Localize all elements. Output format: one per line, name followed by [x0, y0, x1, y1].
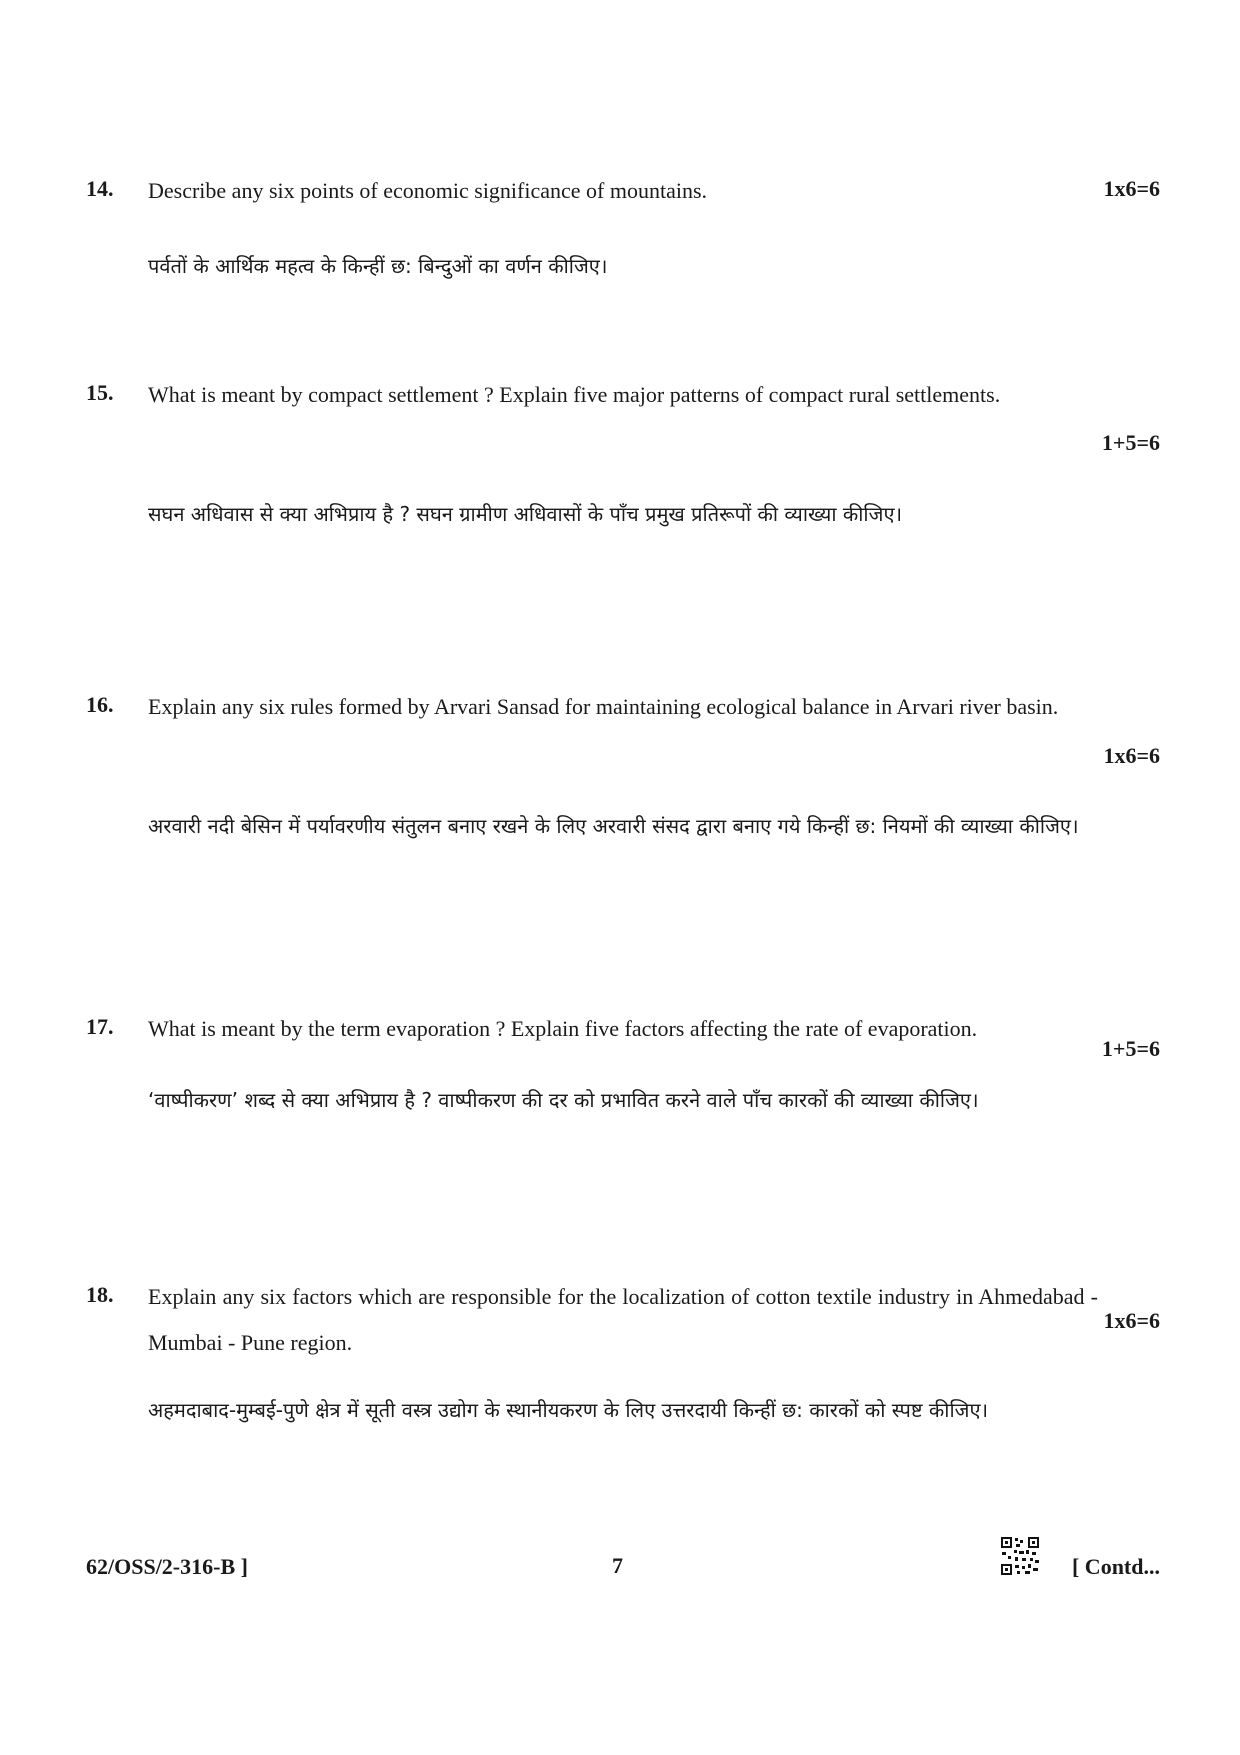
qr-code-icon: [1000, 1536, 1040, 1576]
question-marks: 1+5=6: [1101, 1036, 1160, 1061]
question-marks: 1x6=6: [1103, 176, 1160, 201]
question-number: 14.: [86, 176, 114, 201]
question-text-english: Describe any six points of economic significance of mountains.: [148, 178, 708, 203]
question-text-hindi: अरवारी नदी बेसिन में पर्यावरणीय संतुलन बनाए रखने के लिए अरवारी संसद द्वारा बनाए गये किन्हीं छ: नियमों की व्याख्या कीजिए।: [148, 814, 1079, 838]
continued-label: [ Contd...: [1071, 1554, 1160, 1579]
question-number: 17.: [86, 1014, 114, 1039]
page-number: 7: [612, 1553, 623, 1578]
question-number: 18.: [86, 1282, 114, 1307]
question-text-english: Explain any six rules formed by Arvari Sansad for maintaining ecological balance in Arvari river basin.: [148, 694, 1059, 719]
question-text-english: What is meant by compact settlement ? Explain five major patterns of compact rural settlements.: [148, 382, 1001, 407]
question-marks: 1+5=6: [1101, 430, 1160, 455]
paper-code: 62/OSS/2-316-B ]: [86, 1554, 248, 1579]
question-text-hindi: पर्वतों के आर्थिक महत्व के किन्हीं छ: बिन्दुओं का वर्णन कीजिए।: [148, 254, 608, 278]
question-text-english: What is meant by the term evaporation ? Explain five factors affecting the rate of evaporation.: [148, 1016, 978, 1041]
question-marks: 1x6=6: [1103, 743, 1160, 768]
question-text-english: Explain any six factors which are responsible for the localization of cotton textile industry in Ahmedabad - Mumbai - Pune region.: [148, 1284, 1098, 1355]
question-number: 16.: [86, 692, 114, 717]
question-marks: 1x6=6: [1103, 1308, 1160, 1333]
question-number: 15.: [86, 380, 114, 405]
question-text-hindi: अहमदाबाद-मुम्बई-पुणे क्षेत्र में सूती वस्त्र उद्योग के स्थानीयकरण के लिए उत्तरदायी किन्हीं छ: कारकों को स्पष्ट कीजिए।: [148, 1398, 989, 1422]
question-text-hindi: ‘वाष्पीकरण’ शब्द से क्या अभिप्राय है ? वाष्पीकरण की दर को प्रभावित करने वाले पाँच कारकों की व्याख्या कीजिए।: [148, 1088, 979, 1112]
question-text-hindi: सघन अधिवास से क्या अभिप्राय है ? सघन ग्रामीण अधिवासों के पाँच प्रमुख प्रतिरूपों की व्याख्या कीजिए।: [148, 502, 903, 526]
